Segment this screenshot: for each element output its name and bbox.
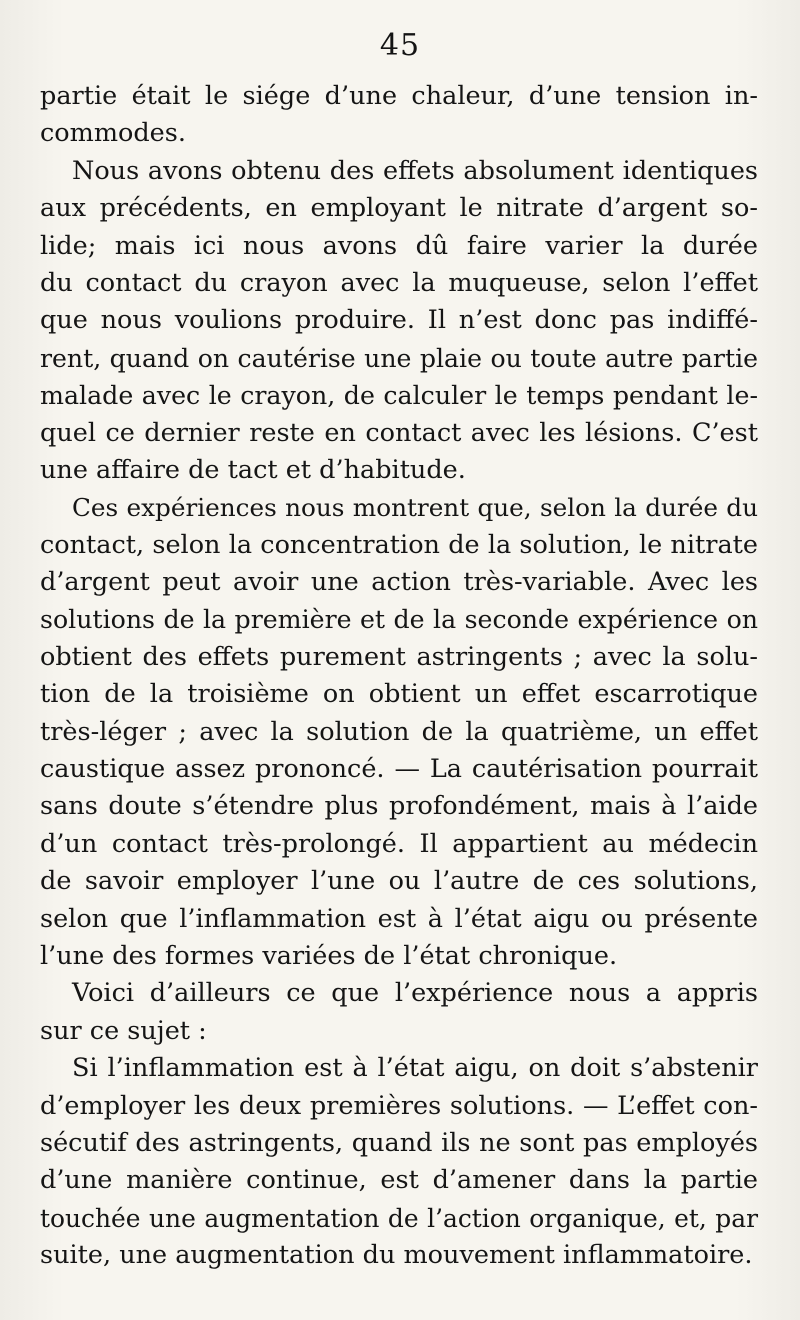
text-line: très-léger ; avec la solution de la quatrième, un effet xyxy=(40,716,758,747)
text-line: malade avec le crayon, de calculer le temps pendant le- xyxy=(40,381,758,411)
text-line: d’un contact très-prolongé. Il appartient au médecin xyxy=(40,828,758,859)
page-number: 45 xyxy=(379,28,421,63)
text-line: que nous voulions produire. Il n’est donc pas indiffé- xyxy=(40,305,758,336)
text-line: Ces expériences nous montrent que, selon la durée du xyxy=(72,493,758,523)
text-line: aux précédents, en employant le nitrate d’argent so- xyxy=(40,193,758,224)
text-line: solutions de la première et de la seconde expérience on xyxy=(40,605,758,635)
text-line: lide; mais ici nous avons dû faire varier la durée xyxy=(40,230,758,261)
body-text xyxy=(40,78,758,1275)
text-line: tion de la troisième on obtient un effet escarrotique xyxy=(40,679,758,710)
text-line: sur ce sujet : xyxy=(40,1015,207,1046)
text-line: d’employer les deux premières solutions. — L’effet con- xyxy=(40,1090,758,1121)
text-line: du contact du crayon avec la muqueuse, selon l’effet xyxy=(40,267,758,298)
text-line: d’argent peut avoir une action très-variable. Avec les xyxy=(40,567,758,598)
text-line: Voici d’ailleurs ce que l’expérience nous a appris xyxy=(72,978,758,1009)
text-line: touchée une augmentation de l’action organique, et, par xyxy=(40,1203,758,1233)
text-line: sécutif des astringents, quand ils ne sont pas employés xyxy=(40,1127,758,1158)
text-line: commodes. xyxy=(40,118,186,149)
text-line: Nous avons obtenu des effets absolument identiques xyxy=(72,155,758,186)
text-line: quel ce dernier reste en contact avec les lésions. C’est xyxy=(40,417,758,448)
text-line: d’une manière continue, est d’amener dans la partie xyxy=(40,1165,758,1196)
text-line: selon que l’inflammation est à l’état aigu ou présente xyxy=(40,903,758,934)
text-line: caustique assez prononcé. — La cautérisation pourrait xyxy=(40,754,758,785)
text-line: l’une des formes variées de l’état chronique. xyxy=(40,940,618,971)
text-line: de savoir employer l’une ou l’autre de ces solutions, xyxy=(40,866,758,897)
text-line: rent, quand on cautérise une plaie ou toute autre partie xyxy=(40,343,758,373)
text-line: une affaire de tact et d’habitude. xyxy=(40,454,466,485)
text-line: suite, une augmentation du mouvement inflammatoire. xyxy=(40,1240,753,1271)
text-line: obtient des effets purement astringents ; avec la solu- xyxy=(40,641,758,672)
text-line: Si l’inflammation est à l’état aigu, on doit s’abstenir xyxy=(72,1053,758,1084)
text-line: sans doute s’étendre plus profondément, mais à l’aide xyxy=(40,791,758,822)
text-line: partie était le siége d’une chaleur, d’une tension in- xyxy=(40,81,758,111)
text-line: contact, selon la concentration de la solution, le nitrate xyxy=(40,529,758,560)
